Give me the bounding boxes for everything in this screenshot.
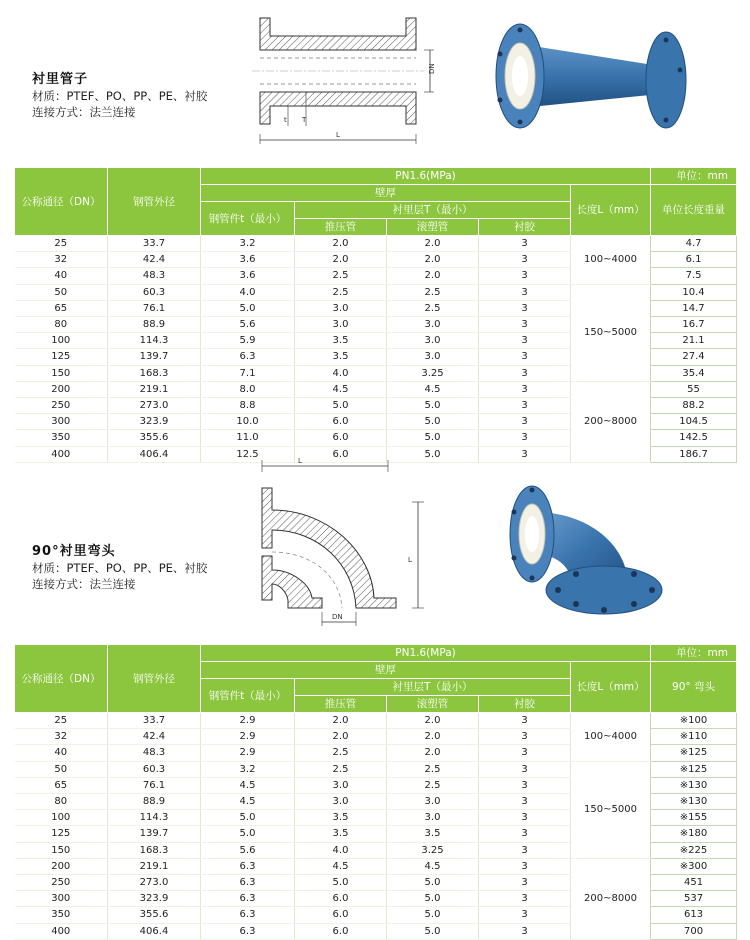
cell-steel-t: 6.3 — [201, 875, 295, 891]
elbow-section-drawing — [248, 452, 438, 632]
cell-last: ※180 — [651, 826, 737, 842]
col-rubber-header: 衬胶 — [479, 696, 571, 713]
cell-steel-t: 6.3 — [201, 891, 295, 907]
cell-push: 2.0 — [295, 252, 387, 268]
cell-rubber: 3 — [479, 446, 571, 462]
cell-od: 406.4 — [108, 446, 201, 462]
cell-rubber: 3 — [479, 745, 571, 761]
cell-dn: 80 — [15, 317, 108, 333]
cell-od: 42.4 — [108, 252, 201, 268]
connection-line: 连接方式：法兰连接 — [32, 105, 136, 119]
cell-od: 48.3 — [108, 745, 201, 761]
cell-last: 6.1 — [651, 252, 737, 268]
cell-od: 114.3 — [108, 333, 201, 349]
cell-dn: 150 — [15, 365, 108, 381]
col-weight-header: 单位长度重量 — [651, 185, 737, 236]
cell-last: 16.7 — [651, 317, 737, 333]
cell-rubber: 3 — [479, 858, 571, 874]
cell-push: 6.0 — [295, 446, 387, 462]
cell-roll: 2.5 — [387, 284, 479, 300]
cell-steel-t: 3.6 — [201, 252, 295, 268]
cell-steel-t: 3.6 — [201, 268, 295, 284]
cell-push: 4.0 — [295, 842, 387, 858]
cell-rubber: 3 — [479, 252, 571, 268]
cell-od: 168.3 — [108, 365, 201, 381]
cell-od: 323.9 — [108, 414, 201, 430]
cell-roll: 3.0 — [387, 317, 479, 333]
cell-last: ※130 — [651, 794, 737, 810]
cell-roll: 3.0 — [387, 794, 479, 810]
cell-push: 3.5 — [295, 810, 387, 826]
cell-roll: 2.5 — [387, 300, 479, 316]
col-elbow-header: 90° 弯头 — [651, 662, 737, 713]
cell-od: 355.6 — [108, 430, 201, 446]
cell-last: 88.2 — [651, 398, 737, 414]
liner-header: 衬里层T（最小） — [295, 202, 571, 219]
cell-push: 6.0 — [295, 907, 387, 923]
cell-steel-t: 2.9 — [201, 745, 295, 761]
cell-od: 168.3 — [108, 842, 201, 858]
cell-od: 219.1 — [108, 381, 201, 397]
cell-dn: 350 — [15, 430, 108, 446]
cell-roll: 2.0 — [387, 236, 479, 252]
cell-od: 323.9 — [108, 891, 201, 907]
cell-rubber: 3 — [479, 349, 571, 365]
wall-header: 壁厚 — [201, 662, 571, 679]
cell-od: 114.3 — [108, 810, 201, 826]
L-label: L — [336, 131, 340, 139]
cell-push: 2.0 — [295, 236, 387, 252]
table-row — [15, 713, 737, 729]
cell-od: 76.1 — [108, 300, 201, 316]
cell-rubber: 3 — [479, 300, 571, 316]
cell-od: 33.7 — [108, 236, 201, 252]
cell-od: 48.3 — [108, 268, 201, 284]
col-od-header: 钢管外径 — [108, 168, 201, 236]
cell-dn: 150 — [15, 842, 108, 858]
cell-od: 76.1 — [108, 777, 201, 793]
cell-dn: 50 — [15, 284, 108, 300]
cell-last: 27.4 — [651, 349, 737, 365]
cell-roll: 2.0 — [387, 713, 479, 729]
material-line: 材质：PTEF、PO、PP、PE、衬胶 — [32, 89, 208, 103]
cell-push: 6.0 — [295, 430, 387, 446]
pipe-section-drawing — [248, 10, 448, 150]
cell-od: 139.7 — [108, 826, 201, 842]
cell-dn: 200 — [15, 381, 108, 397]
cell-push: 6.0 — [295, 891, 387, 907]
cell-dn: 250 — [15, 398, 108, 414]
cell-push: 2.5 — [295, 284, 387, 300]
cell-last: 14.7 — [651, 300, 737, 316]
col-steel-header: 钢管件t（最小） — [201, 679, 295, 713]
cell-od: 273.0 — [108, 398, 201, 414]
cell-length-range: 100~4000 — [571, 236, 651, 285]
cell-push: 3.5 — [295, 333, 387, 349]
cell-steel-t: 3.2 — [201, 236, 295, 252]
cell-dn: 350 — [15, 907, 108, 923]
cell-dn: 25 — [15, 713, 108, 729]
cell-od: 273.0 — [108, 875, 201, 891]
col-push-header: 推压管 — [295, 696, 387, 713]
cell-steel-t: 5.6 — [201, 842, 295, 858]
cell-push: 2.5 — [295, 761, 387, 777]
cell-dn: 25 — [15, 236, 108, 252]
cell-dn: 125 — [15, 349, 108, 365]
cell-rubber: 3 — [479, 414, 571, 430]
cell-roll: 2.0 — [387, 268, 479, 284]
cell-steel-t: 8.0 — [201, 381, 295, 397]
cell-rubber: 3 — [479, 236, 571, 252]
cell-push: 6.0 — [295, 923, 387, 939]
col-steel-header: 钢管件t（最小） — [201, 202, 295, 236]
cell-last: ※125 — [651, 761, 737, 777]
cell-steel-t: 6.3 — [201, 907, 295, 923]
cell-roll: 5.0 — [387, 907, 479, 923]
cell-od: 33.7 — [108, 713, 201, 729]
cell-dn: 250 — [15, 875, 108, 891]
cell-push: 4.5 — [295, 858, 387, 874]
cell-roll: 3.0 — [387, 333, 479, 349]
cell-push: 3.0 — [295, 300, 387, 316]
elbow-spec-body — [15, 713, 737, 940]
material-line: 材质：PTEF、PO、PP、PE、衬胶 — [32, 561, 208, 575]
cell-steel-t: 2.9 — [201, 729, 295, 745]
cell-rubber: 3 — [479, 430, 571, 446]
cell-steel-t: 4.0 — [201, 284, 295, 300]
cell-steel-t: 6.3 — [201, 923, 295, 939]
cell-rubber: 3 — [479, 923, 571, 939]
cell-push: 3.0 — [295, 777, 387, 793]
cell-push: 3.0 — [295, 794, 387, 810]
col-dn-header: 公称通径（DN） — [15, 168, 108, 236]
cell-rubber: 3 — [479, 794, 571, 810]
elbow-spec-table — [14, 644, 737, 940]
cell-dn: 65 — [15, 300, 108, 316]
cell-roll: 5.0 — [387, 430, 479, 446]
cell-steel-t: 8.8 — [201, 398, 295, 414]
cell-steel-t: 4.5 — [201, 777, 295, 793]
cell-push: 5.0 — [295, 875, 387, 891]
col-rubber-header: 衬胶 — [479, 219, 571, 236]
col-length-header: 长度L（mm） — [571, 662, 651, 713]
cell-rubber: 3 — [479, 317, 571, 333]
unit-label: 单位：mm — [651, 645, 737, 662]
cell-steel-t: 3.2 — [201, 761, 295, 777]
col-roll-header: 滚塑管 — [387, 696, 479, 713]
cell-roll: 2.5 — [387, 777, 479, 793]
col-roll-header: 滚塑管 — [387, 219, 479, 236]
cell-roll: 5.0 — [387, 891, 479, 907]
cell-last: 35.4 — [651, 365, 737, 381]
cell-push: 2.5 — [295, 268, 387, 284]
cell-roll: 5.0 — [387, 446, 479, 462]
connection-line: 连接方式：法兰连接 — [32, 577, 136, 591]
cell-roll: 5.0 — [387, 398, 479, 414]
cell-length-range: 200~8000 — [571, 381, 651, 462]
cell-push: 5.0 — [295, 398, 387, 414]
L-side-label: L — [408, 556, 412, 564]
cell-steel-t: 5.0 — [201, 300, 295, 316]
cell-rubber: 3 — [479, 891, 571, 907]
wall-header: 壁厚 — [201, 185, 571, 202]
cell-rubber: 3 — [479, 284, 571, 300]
cell-dn: 32 — [15, 729, 108, 745]
cell-roll: 3.0 — [387, 349, 479, 365]
cell-steel-t: 6.3 — [201, 349, 295, 365]
cell-length-range: 100~4000 — [571, 713, 651, 762]
cell-dn: 40 — [15, 268, 108, 284]
cell-roll: 2.0 — [387, 252, 479, 268]
cell-push: 2.0 — [295, 729, 387, 745]
t-label: t — [284, 116, 287, 124]
table-row — [15, 858, 737, 874]
lined-pipe-section — [0, 0, 750, 462]
cell-roll: 2.0 — [387, 745, 479, 761]
cell-roll: 5.0 — [387, 875, 479, 891]
cell-dn: 100 — [15, 810, 108, 826]
cell-dn: 400 — [15, 923, 108, 939]
cell-rubber: 3 — [479, 729, 571, 745]
cell-push: 2.5 — [295, 745, 387, 761]
cell-od: 60.3 — [108, 761, 201, 777]
cell-dn: 50 — [15, 761, 108, 777]
cell-roll: 5.0 — [387, 414, 479, 430]
cell-rubber: 3 — [479, 875, 571, 891]
product-title: 90°衬里弯头 — [32, 544, 116, 559]
cell-last: 451 — [651, 875, 737, 891]
cell-push: 4.0 — [295, 365, 387, 381]
cell-rubber: 3 — [479, 777, 571, 793]
T-label: T — [302, 116, 307, 124]
cell-rubber: 3 — [479, 826, 571, 842]
table-row — [15, 381, 737, 397]
cell-rubber: 3 — [479, 333, 571, 349]
cell-steel-t: 6.3 — [201, 858, 295, 874]
cell-last: 613 — [651, 907, 737, 923]
cell-push: 4.5 — [295, 381, 387, 397]
cell-roll: 3.25 — [387, 365, 479, 381]
cell-rubber: 3 — [479, 761, 571, 777]
dn-label: DN — [428, 63, 436, 74]
pipe-spec-table — [14, 167, 737, 463]
cell-last: 21.1 — [651, 333, 737, 349]
cell-dn: 40 — [15, 745, 108, 761]
cell-last: 186.7 — [651, 446, 737, 462]
cell-last: 4.7 — [651, 236, 737, 252]
cell-od: 60.3 — [108, 284, 201, 300]
col-length-header: 长度L（mm） — [571, 185, 651, 236]
col-dn-header: 公称通径（DN） — [15, 645, 108, 713]
cell-steel-t: 5.0 — [201, 826, 295, 842]
cell-steel-t: 5.0 — [201, 810, 295, 826]
cell-od: 88.9 — [108, 317, 201, 333]
product-title: 衬里管子 — [32, 72, 89, 87]
cell-od: 355.6 — [108, 907, 201, 923]
pipe-spec-body — [15, 236, 737, 463]
unit-label: 单位：mm — [651, 168, 737, 185]
cell-roll: 2.5 — [387, 761, 479, 777]
cell-od: 406.4 — [108, 923, 201, 939]
table-row — [15, 284, 737, 300]
dn-label: DN — [332, 613, 343, 621]
cell-rubber: 3 — [479, 907, 571, 923]
cell-roll: 4.5 — [387, 381, 479, 397]
cell-rubber: 3 — [479, 398, 571, 414]
cell-steel-t: 7.1 — [201, 365, 295, 381]
cell-dn: 300 — [15, 891, 108, 907]
cell-rubber: 3 — [479, 713, 571, 729]
cell-roll: 5.0 — [387, 923, 479, 939]
cell-steel-t: 4.5 — [201, 794, 295, 810]
cell-steel-t: 2.9 — [201, 713, 295, 729]
col-od-header: 钢管外径 — [108, 645, 201, 713]
cell-roll: 3.5 — [387, 826, 479, 842]
table-row — [15, 236, 737, 252]
cell-last: ※125 — [651, 745, 737, 761]
cell-last: ※130 — [651, 777, 737, 793]
cell-steel-t: 12.5 — [201, 446, 295, 462]
cell-length-range: 200~8000 — [571, 858, 651, 939]
cell-steel-t: 5.9 — [201, 333, 295, 349]
cell-push: 3.0 — [295, 317, 387, 333]
cell-rubber: 3 — [479, 268, 571, 284]
cell-last: ※110 — [651, 729, 737, 745]
cell-dn: 100 — [15, 333, 108, 349]
cell-roll: 2.0 — [387, 729, 479, 745]
cell-dn: 65 — [15, 777, 108, 793]
cell-dn: 32 — [15, 252, 108, 268]
L-top-label: L — [298, 457, 302, 465]
cell-rubber: 3 — [479, 810, 571, 826]
cell-dn: 300 — [15, 414, 108, 430]
cell-push: 2.0 — [295, 713, 387, 729]
cell-last: 10.4 — [651, 284, 737, 300]
cell-last: ※155 — [651, 810, 737, 826]
cell-last: ※225 — [651, 842, 737, 858]
cell-rubber: 3 — [479, 381, 571, 397]
cell-last: ※100 — [651, 713, 737, 729]
cell-length-range: 150~5000 — [571, 284, 651, 381]
cell-roll: 3.25 — [387, 842, 479, 858]
cell-rubber: 3 — [479, 365, 571, 381]
table-row — [15, 761, 737, 777]
liner-header: 衬里层T（最小） — [295, 679, 571, 696]
cell-od: 42.4 — [108, 729, 201, 745]
lined-elbow-image — [494, 462, 674, 622]
cell-last: 700 — [651, 923, 737, 939]
cell-last: 104.5 — [651, 414, 737, 430]
pn-header: PN1.6(MPa) — [201, 645, 651, 662]
cell-dn: 400 — [15, 446, 108, 462]
cell-steel-t: 10.0 — [201, 414, 295, 430]
cell-dn: 80 — [15, 794, 108, 810]
cell-dn: 200 — [15, 858, 108, 874]
cell-dn: 125 — [15, 826, 108, 842]
cell-od: 219.1 — [108, 858, 201, 874]
cell-last: 537 — [651, 891, 737, 907]
cell-length-range: 150~5000 — [571, 761, 651, 858]
cell-last: ※300 — [651, 858, 737, 874]
cell-push: 3.5 — [295, 349, 387, 365]
lined-elbow-section — [0, 457, 750, 940]
cell-last: 142.5 — [651, 430, 737, 446]
pn-header: PN1.6(MPa) — [201, 168, 651, 185]
cell-push: 6.0 — [295, 414, 387, 430]
cell-last: 7.5 — [651, 268, 737, 284]
cell-od: 139.7 — [108, 349, 201, 365]
cell-roll: 4.5 — [387, 858, 479, 874]
cell-rubber: 3 — [479, 842, 571, 858]
cell-push: 3.5 — [295, 826, 387, 842]
lined-pipe-image — [490, 14, 700, 142]
cell-roll: 3.0 — [387, 810, 479, 826]
cell-steel-t: 11.0 — [201, 430, 295, 446]
cell-steel-t: 5.6 — [201, 317, 295, 333]
cell-od: 88.9 — [108, 794, 201, 810]
col-push-header: 推压管 — [295, 219, 387, 236]
cell-last: 55 — [651, 381, 737, 397]
